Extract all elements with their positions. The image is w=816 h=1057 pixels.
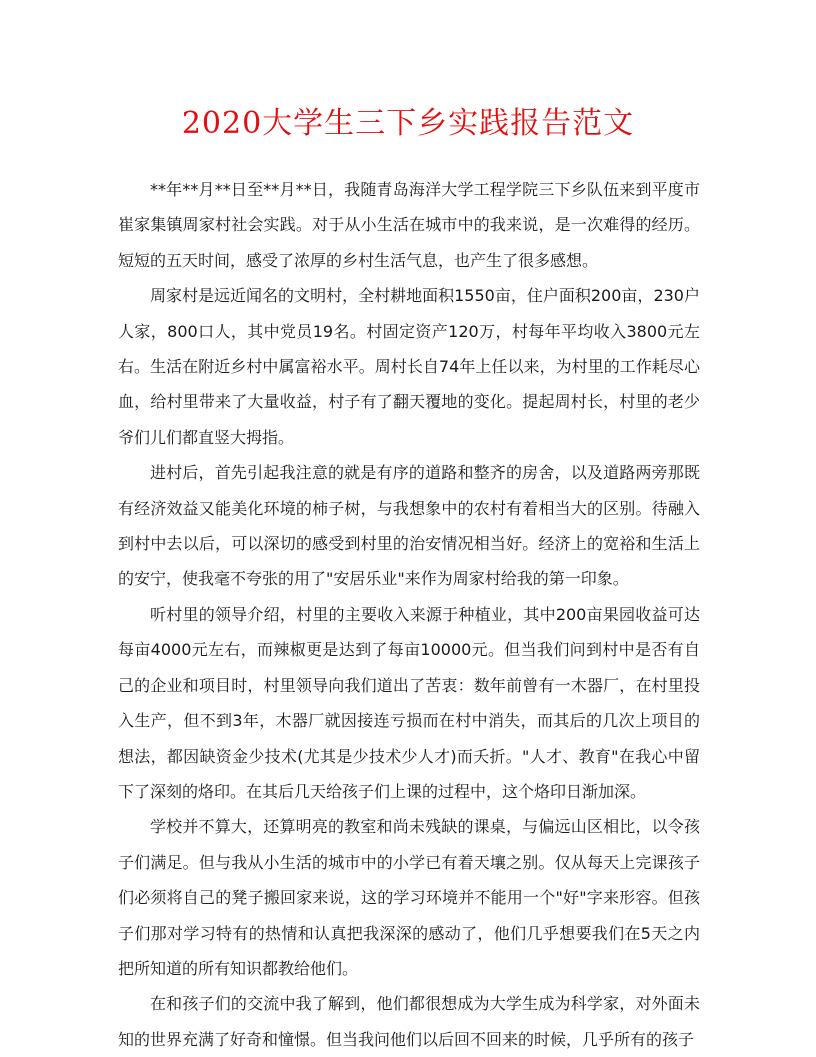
paragraph-3: 进村后，首先引起我注意的就是有序的道路和整齐的房舍，以及道路两旁那既有经济效益又能美化环境的柿子树，与我想象中的农村有着相当大的区别。待融入到村中去以后，可以深切的感受到村里的治安情况相当好。经济上的宽裕和生活上的安宁，使我毫不夸张的用了"安居乐业"来作为周家村给我的第一印象。 — [118, 463, 700, 589]
document-body — [118, 172, 700, 1057]
paragraph-4: 听村里的领导介绍，村里的主要收入来源于种植业，其中200亩果园收益可达每亩4000元左右，而辣椒更是达到了每亩10000元。但当我们问到村中是否有自己的企业和项目时，村里领导向我们道出了苦衷：数年前曾有一木器厂，在村里投入生产，但不到3年，木器厂就因接连亏损而在村中消失，而其后的几次上项目的想法，都因缺资金少技术(尤其是少技术少人才)而夭折。"人才、教育"在我心中留下了深刻的烙印。在其后几天给孩子们上课的过程中，这个烙印日渐加深。 — [118, 604, 700, 801]
document-title: 2020大学生三下乡实践报告范文 — [181, 106, 635, 141]
paragraph-1: **年**月**日至**月**日，我随青岛海洋大学工程学院三下乡队伍来到平度市崔家集镇周家村社会实践。对于从小生活在城市中的我来说，是一次难得的经历。短短的五天时间，感受了浓厚的乡村生活气息，也产生了很多感想。 — [118, 180, 700, 270]
paragraph-6: 在和孩子们的交流中我了解到，他们都很想成为大学生成为科学家，对外面未知的世界充满了好奇和憧憬。但当我问他们以后回不回来的时候，几乎所有的孩子 — [118, 994, 700, 1049]
paragraph-5: 学校并不算大，还算明亮的教室和尚未残缺的课桌，与偏远山区相比，以令孩子们满足。但与我从小生活的城市中的小学已有着天壤之别。仅从每天上完课孩子们必须将自己的凳子搬回家来说，这的学习环境并不能用一个"好"字来形容。但孩子们那对学习特有的热情和认真把我深深的感动了，他们几乎想要我们在5天之内把所知道的所有知识都教给他们。 — [118, 817, 700, 978]
paragraph-2: 周家村是远近闻名的文明村，全村耕地面积1550亩，住户面积200亩，230户人家，800口人，其中党员19名。村固定资产120万，村每年平均收入3800元左右。生活在附近乡村中属富裕水平。周村长自74年上任以来，为村里的工作耗尽心血，给村里带来了大量收益，村子有了翻天覆地的变化。提起周村长，村里的老少爷们儿们都直竖大拇指。 — [118, 286, 700, 447]
